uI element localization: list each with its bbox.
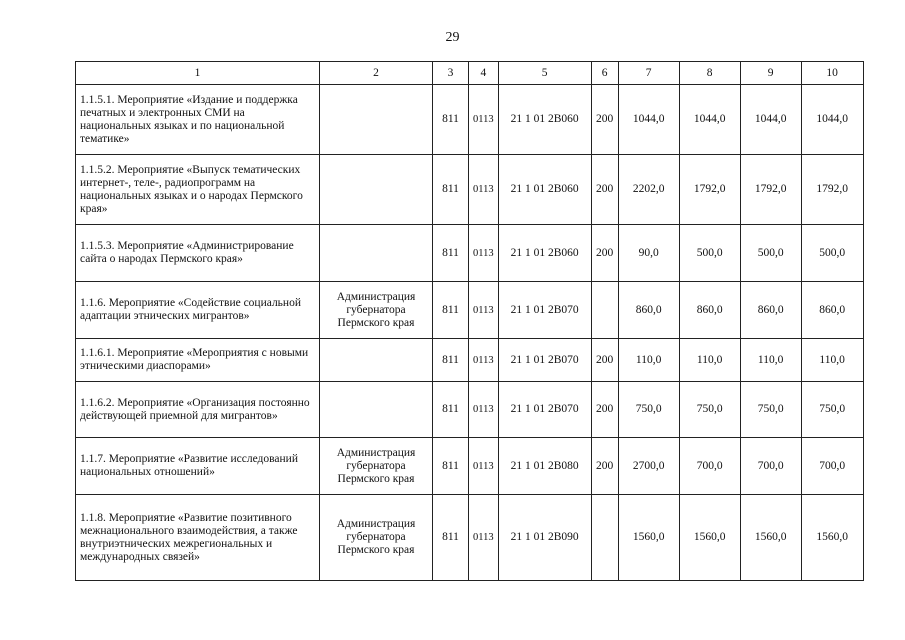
value-cell-col8: 750,0 (679, 382, 740, 438)
value-cell-col7: 750,0 (618, 382, 679, 438)
table-row (76, 85, 864, 155)
budget-table (75, 61, 864, 581)
value-cell-col8: 1792,0 (679, 155, 740, 225)
value-cell-col7: 110,0 (618, 339, 679, 382)
expense-type-cell: 200 (591, 85, 618, 155)
value-cell-col10: 860,0 (801, 282, 863, 339)
executor-cell (320, 339, 433, 382)
value-cell-col9: 1560,0 (740, 495, 801, 581)
expense-type-cell: 200 (591, 225, 618, 282)
value-cell-col7: 90,0 (618, 225, 679, 282)
column-header: 6 (591, 62, 618, 85)
target-item-code-cell: 21 1 01 2B060 (498, 85, 591, 155)
executor-cell: Администрация губернатора Пермского края (320, 282, 433, 339)
value-cell-col7: 860,0 (618, 282, 679, 339)
column-header: 5 (498, 62, 591, 85)
executor-cell (320, 225, 433, 282)
executor-cell: Администрация губернатора Пермского края (320, 495, 433, 581)
value-cell-col8: 1044,0 (679, 85, 740, 155)
column-header: 3 (433, 62, 469, 85)
value-cell-col8: 700,0 (679, 438, 740, 495)
value-cell-col10: 700,0 (801, 438, 863, 495)
table-row (76, 155, 864, 225)
column-header: 7 (618, 62, 679, 85)
value-cell-col7: 1560,0 (618, 495, 679, 581)
table-row (76, 282, 864, 339)
expense-type-cell: 200 (591, 438, 618, 495)
header-row (76, 62, 864, 85)
value-cell-col10: 750,0 (801, 382, 863, 438)
expense-type-cell (591, 282, 618, 339)
section-code-cell: 0113 (469, 225, 499, 282)
grbs-code-cell: 811 (433, 225, 469, 282)
grbs-code-cell: 811 (433, 382, 469, 438)
value-cell-col9: 110,0 (740, 339, 801, 382)
value-cell-col8: 860,0 (679, 282, 740, 339)
page-number: 29 (445, 30, 460, 45)
table-row (76, 339, 864, 382)
section-code-cell: 0113 (469, 339, 499, 382)
column-header: 1 (76, 62, 320, 85)
column-header: 9 (740, 62, 801, 85)
grbs-code-cell: 811 (433, 282, 469, 339)
executor-cell: Администрация губернатора Пермского края (320, 438, 433, 495)
expense-type-cell: 200 (591, 339, 618, 382)
value-cell-col8: 110,0 (679, 339, 740, 382)
target-item-code-cell: 21 1 01 2B080 (498, 438, 591, 495)
target-item-code-cell: 21 1 01 2B090 (498, 495, 591, 581)
grbs-code-cell: 811 (433, 85, 469, 155)
section-code-cell: 0113 (469, 382, 499, 438)
target-item-code-cell: 21 1 01 2B060 (498, 225, 591, 282)
column-header: 2 (320, 62, 433, 85)
value-cell-col9: 750,0 (740, 382, 801, 438)
value-cell-col9: 700,0 (740, 438, 801, 495)
column-header: 8 (679, 62, 740, 85)
value-cell-col7: 1044,0 (618, 85, 679, 155)
section-code-cell: 0113 (469, 495, 499, 581)
activity-name-cell: 1.1.6. Мероприятие «Содействие социальной адаптации этнических мигрантов» (76, 282, 320, 339)
value-cell-col10: 500,0 (801, 225, 863, 282)
value-cell-col10: 110,0 (801, 339, 863, 382)
target-item-code-cell: 21 1 01 2B070 (498, 339, 591, 382)
value-cell-col10: 1792,0 (801, 155, 863, 225)
expense-type-cell: 200 (591, 155, 618, 225)
value-cell-col8: 1560,0 (679, 495, 740, 581)
activity-name-cell: 1.1.5.1. Мероприятие «Издание и поддержка печатных и электронных СМИ на национальных языках и по национальной тематике» (76, 85, 320, 155)
value-cell-col7: 2202,0 (618, 155, 679, 225)
table-row (76, 225, 864, 282)
activity-name-cell: 1.1.5.2. Мероприятие «Выпуск тематических интернет-, теле-, радиопрограмм на национальных языках и о народах Пермского края» (76, 155, 320, 225)
grbs-code-cell: 811 (433, 339, 469, 382)
section-code-cell: 0113 (469, 85, 499, 155)
table-row (76, 438, 864, 495)
target-item-code-cell: 21 1 01 2B070 (498, 382, 591, 438)
value-cell-col9: 500,0 (740, 225, 801, 282)
expense-type-cell: 200 (591, 382, 618, 438)
section-code-cell: 0113 (469, 282, 499, 339)
table-row (76, 382, 864, 438)
executor-cell (320, 85, 433, 155)
column-header: 4 (469, 62, 499, 85)
target-item-code-cell: 21 1 01 2B060 (498, 155, 591, 225)
activity-name-cell: 1.1.7. Мероприятие «Развитие исследований национальных отношений» (76, 438, 320, 495)
executor-cell (320, 382, 433, 438)
grbs-code-cell: 811 (433, 495, 469, 581)
value-cell-col9: 1792,0 (740, 155, 801, 225)
section-code-cell: 0113 (469, 155, 499, 225)
value-cell-col7: 2700,0 (618, 438, 679, 495)
column-header: 10 (801, 62, 863, 85)
grbs-code-cell: 811 (433, 155, 469, 225)
grbs-code-cell: 811 (433, 438, 469, 495)
value-cell-col9: 1044,0 (740, 85, 801, 155)
table-row (76, 495, 864, 581)
value-cell-col8: 500,0 (679, 225, 740, 282)
section-code-cell: 0113 (469, 438, 499, 495)
activity-name-cell: 1.1.6.2. Мероприятие «Организация постоянно действующей приемной для мигрантов» (76, 382, 320, 438)
activity-name-cell: 1.1.8. Мероприятие «Развитие позитивного межнационального взаимодействия, а также внутриэтнических межрегиональных и международных связей» (76, 495, 320, 581)
value-cell-col10: 1044,0 (801, 85, 863, 155)
value-cell-col9: 860,0 (740, 282, 801, 339)
target-item-code-cell: 21 1 01 2B070 (498, 282, 591, 339)
activity-name-cell: 1.1.6.1. Мероприятие «Мероприятия с новыми этническими диаспорами» (76, 339, 320, 382)
value-cell-col10: 1560,0 (801, 495, 863, 581)
executor-cell (320, 155, 433, 225)
expense-type-cell (591, 495, 618, 581)
activity-name-cell: 1.1.5.3. Мероприятие «Администрирование сайта о народах Пермского края» (76, 225, 320, 282)
